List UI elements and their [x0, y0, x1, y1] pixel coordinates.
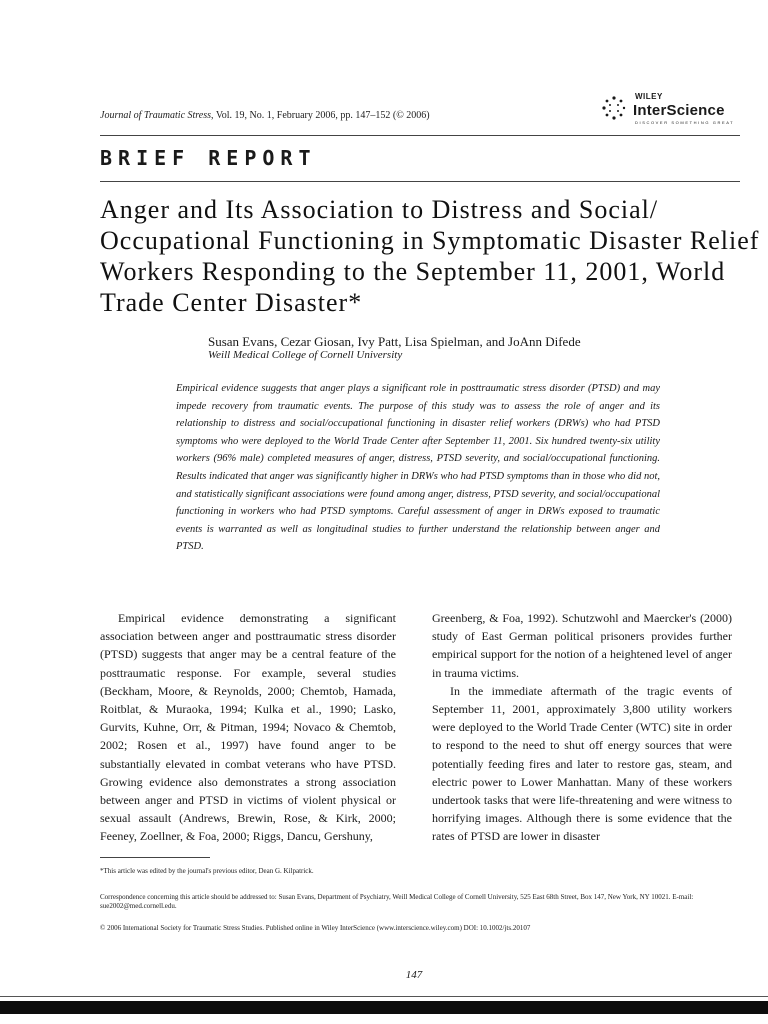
footnote-editor: *This article was edited by the journal's previous editor, Dean G. Kilpatrick. — [100, 867, 314, 875]
journal-name: Journal of Traumatic Stress — [100, 110, 212, 121]
journal-citation — [100, 110, 520, 122]
interscience-label: InterScience — [633, 102, 725, 119]
page-number: 147 — [405, 969, 423, 981]
footnote-correspondence: Correspondence concerning this article should be addressed to: Susan Evans, Department of Psychiatry, Weill Medical College of Cornell University, 525 East 68th Street, Box 147, New York, NY 10021. E-mail: sue2002@med.cornell.edu. — [100, 893, 694, 910]
header-rule — [100, 135, 740, 136]
section-label: BRIEF REPORT — [100, 146, 317, 170]
footnote-rule — [100, 857, 210, 858]
article-title: Anger and Its Association to Distress and Social/ Occupational Functioning in Symptomatic Disaster Relief Workers Responding to the September 11, 2001, World Trade Center Disaster* — [100, 195, 760, 317]
body-paragraph: Greenberg, & Foa, 1992). Schutzwohl and Maercker's (2000) study of East German political prisoners provides further empirical support for the notion of a heightened level of anger in trauma victims. — [432, 611, 732, 680]
publisher-tagline: DISCOVER SOMETHING GREAT — [635, 120, 735, 125]
footnote-copyright: © 2006 International Society for Traumatic Stress Studies. Published online in Wiley InterScience (www.interscience.wiley.com) DOI: 10.1002/jts.20107 — [100, 924, 531, 932]
publisher-logo — [595, 92, 750, 132]
body-column-left — [100, 609, 396, 846]
scan-edge-line — [0, 996, 768, 997]
section-rule — [100, 181, 740, 182]
starburst-icon — [601, 94, 627, 124]
citation-details: , Vol. 19, No. 1, February 2006, pp. 147–152 (© 2006) — [211, 110, 430, 121]
abstract: Empirical evidence suggests that anger plays a significant role in posttraumatic stress disorder (PTSD) and may impede recovery from traumatic events. The purpose of this study was to assess the role of anger and its relationship to distress and social/occupational functioning in disaster relief workers (DRWs) who had PTSD symptoms who were deployed to the World Trade Center after September 11, 2001. Six hundred twenty-six utility workers (96% male) completed measures of anger, distress, PTSD severity, and social/occupational functioning. Results indicated that anger was significantly higher in DRWs who had PTSD symptoms than in those who did not, and statistically significant associations were found among anger, distress, PTSD severity, and social/occupational functioning in workers who had PTSD symptoms. Careful assessment of anger in DRWs exposed to traumatic events is warranted as well as longitudinal studies to further understand the relationship between anger and PTSD. — [176, 383, 660, 553]
affiliation: Weill Medical College of Cornell University — [208, 349, 403, 361]
body-paragraph: In the immediate aftermath of the tragic events of September 11, 2001, approximately 3,800 utility workers were deployed to the World Trade Center (WTC) site in order to respond to the need to shut off energy sources that were potentially feeding fires and later to restore gas, steam, and electric power to Lower Manhattan. Many of these workers undertook tasks that were life-threatening and were witness to horrifying images. Although there is some evidence that the rates of PTSD are lower in disaster — [432, 683, 732, 844]
wiley-label: WILEY — [635, 92, 663, 101]
scan-edge-bar — [0, 1001, 768, 1014]
author-list: Susan Evans, Cezar Giosan, Ivy Patt, Lisa Spielman, and JoAnn Difede — [208, 334, 581, 349]
body-paragraph: Empirical evidence demonstrating a significant association between anger and posttraumatic stress disorder (PTSD) suggests that anger may be a central feature of the posttraumatic response. For example, several studies (Beckham, Moore, & Reynolds, 2000; Chemtob, Hamada, Roitblat, & Muraoka, 1994; Kulka et al., 1990; Lasko, Gurvits, Kuhne, Orr, & Pitman, 1994; Novaco & Chemtob, 2002; Rosen et al., 1997) have found anger to be substantially elevated in combat veterans who have PTSD. Growing evidence also demonstrates a strong association between anger and PTSD in victims of violent physical or sexual assault (Andrews, Brewin, Rose, & Kirk, 2000; Feeney, Zoellner, & Foa, 2000; Riggs, Dancu, Gershuny, — [100, 611, 396, 844]
body-column-right — [432, 609, 732, 846]
